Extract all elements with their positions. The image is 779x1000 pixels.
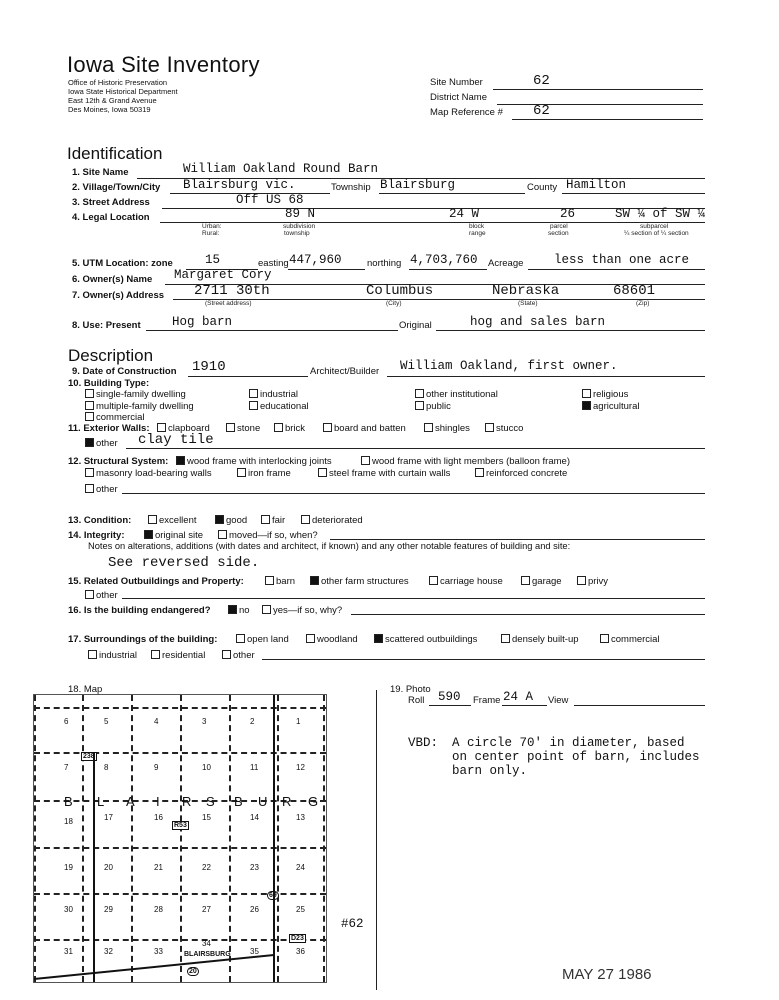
- county-label: County: [527, 182, 558, 193]
- endangered-no-option[interactable]: no: [228, 605, 250, 616]
- section-number: 6: [64, 717, 69, 726]
- town-letter: I: [156, 794, 160, 809]
- map-photo-divider: [376, 690, 377, 990]
- building-type-label: 10. Building Type:: [68, 378, 150, 389]
- office-line: Office of Historic Preservation: [68, 78, 168, 87]
- section-number: 18: [64, 817, 73, 826]
- map-label: 18. Map: [68, 684, 103, 695]
- address-city-caption: (City): [386, 300, 402, 307]
- section-number: 1: [296, 717, 301, 726]
- section-number: 14: [250, 813, 259, 822]
- section-number: 3: [202, 717, 207, 726]
- architect-value: William Oakland, first owner.: [400, 359, 618, 373]
- section-number: 36: [296, 947, 305, 956]
- owner-zip-value: 68601: [613, 283, 656, 299]
- legal-parcel-caption: parcel: [550, 223, 568, 230]
- legal-township-value: 89 N: [285, 207, 316, 221]
- notes-value: See reversed side.: [108, 555, 260, 571]
- outbuilding-other-option[interactable]: other: [85, 590, 118, 601]
- surroundings-option[interactable]: commercial: [600, 634, 660, 645]
- date-construction-value: 1910: [192, 359, 226, 375]
- building-type-option[interactable]: agricultural: [582, 401, 639, 412]
- highway-lines: [34, 695, 326, 982]
- form-title: Iowa Site Inventory: [67, 52, 260, 77]
- use-original-value: hog and sales barn: [470, 315, 606, 329]
- surroundings-option[interactable]: open land: [236, 634, 289, 645]
- outbuilding-option[interactable]: garage: [521, 576, 562, 587]
- exterior-wall-option[interactable]: stone: [226, 423, 260, 434]
- county-value: Hamilton: [566, 178, 627, 192]
- section-number: 24: [296, 863, 305, 872]
- easting-label: easting: [258, 258, 289, 269]
- section-number: 13: [296, 813, 305, 822]
- building-type-option[interactable]: public: [415, 401, 451, 412]
- town-letter: B: [234, 794, 243, 809]
- building-type-option[interactable]: commercial: [85, 412, 145, 423]
- legal-range-caption: range: [469, 230, 486, 237]
- integrity-moved-option[interactable]: moved—if so, when?: [218, 530, 318, 541]
- section-number: 21: [154, 863, 163, 872]
- site-name-label: 1. Site Name: [72, 167, 129, 178]
- structural-option[interactable]: reinforced concrete: [475, 468, 567, 479]
- outbuilding-option[interactable]: privy: [577, 576, 608, 587]
- town-letter: U: [258, 794, 268, 809]
- legal-range-value: 24 W: [449, 207, 480, 221]
- northing-value: 4,703,760: [410, 253, 478, 267]
- date-construction-label: 9. Date of Construction: [72, 366, 177, 377]
- address-state-caption: (State): [518, 300, 538, 307]
- legal-block-caption: block: [469, 223, 485, 230]
- legal-urban-caption: Urban:: [202, 223, 222, 230]
- building-type-option[interactable]: religious: [582, 389, 628, 400]
- owner-name-label: 6. Owner(s) Name: [72, 274, 153, 285]
- legal-location-label: 4. Legal Location: [72, 212, 150, 223]
- office-line: East 12th & Grand Avenue: [68, 96, 157, 105]
- town-letter: B: [64, 794, 73, 809]
- township-value: Blairsburg: [380, 178, 456, 192]
- exterior-other-option[interactable]: other: [85, 438, 118, 449]
- section-number: 33: [154, 947, 163, 956]
- easting-value: 447,960: [289, 253, 342, 267]
- section-number: 23: [250, 863, 259, 872]
- section-number: 27: [202, 905, 211, 914]
- address-zip-caption: (Zip): [636, 300, 650, 307]
- exterior-wall-option[interactable]: shingles: [424, 423, 470, 434]
- photo-frame-value: 24 A: [503, 690, 534, 704]
- vbd-line: on center point of barn, includes: [452, 750, 700, 764]
- owner-state-value: Nebraska: [492, 283, 560, 299]
- use-original-label: Original: [399, 320, 432, 331]
- site-name-value: William Oakland Round Barn: [183, 162, 379, 176]
- town-letter: G: [308, 794, 319, 809]
- exterior-wall-option[interactable]: brick: [274, 423, 305, 434]
- condition-option[interactable]: deteriorated: [301, 515, 363, 526]
- surroundings-option[interactable]: residential: [151, 650, 205, 661]
- photo-roll-label: Roll: [408, 695, 425, 706]
- surroundings-option[interactable]: industrial: [88, 650, 137, 661]
- surroundings-label: 17. Surroundings of the building:: [68, 634, 218, 645]
- integrity-original-option[interactable]: original site: [144, 530, 203, 541]
- street-address-value: Off US 68: [236, 193, 304, 207]
- section-number: 12: [296, 763, 305, 772]
- legal-subparcel-note: ¼ section of ¼ section: [624, 230, 689, 237]
- surroundings-option[interactable]: scattered outbuildings: [374, 634, 477, 645]
- integrity-label: 14. Integrity:: [68, 530, 125, 541]
- site-number-value: 62: [533, 73, 550, 89]
- endangered-yes-option[interactable]: yes—if so, why?: [262, 605, 342, 616]
- structural-option[interactable]: wood frame with interlocking joints: [176, 456, 332, 467]
- street-address-label: 3. Street Address: [72, 197, 150, 208]
- village-label: 2. Village/Town/City: [72, 182, 161, 193]
- site-number-label: Site Number: [430, 77, 483, 88]
- legal-subdivision-caption: subdivision: [283, 223, 316, 230]
- section-number: 16: [154, 813, 163, 822]
- section-number: 30: [64, 905, 73, 914]
- condition-label: 13. Condition:: [68, 515, 132, 526]
- received-date-stamp: MAY 27 1986: [562, 966, 652, 983]
- village-value: Blairsburg vic.: [183, 178, 296, 192]
- utm-zone-value: 15: [205, 253, 221, 267]
- building-type-option[interactable]: educational: [249, 401, 309, 412]
- section-number: 5: [104, 717, 109, 726]
- section-number: 19: [64, 863, 73, 872]
- structural-system-label: 12. Structural System:: [68, 456, 169, 467]
- utm-label: 5. UTM Location: zone: [72, 258, 173, 269]
- exterior-wall-option[interactable]: clapboard: [157, 423, 210, 434]
- site-marker: #62: [341, 917, 364, 931]
- architect-label: Architect/Builder: [310, 366, 380, 377]
- legal-rural-caption: Rural:: [202, 230, 220, 237]
- vbd-label: VBD:: [408, 736, 439, 750]
- section-number: 4: [154, 717, 159, 726]
- district-name-label: District Name: [430, 92, 488, 103]
- condition-option[interactable]: excellent: [148, 515, 197, 526]
- exterior-wall-option[interactable]: stucco: [485, 423, 523, 434]
- section-number: 22: [202, 863, 211, 872]
- condition-option[interactable]: fair: [261, 515, 285, 526]
- section-number: 35: [250, 947, 259, 956]
- section-number: 29: [104, 905, 113, 914]
- outbuilding-option[interactable]: carriage house: [429, 576, 503, 587]
- photo-roll-value: 590: [438, 690, 461, 704]
- owner-city-value: Columbus: [366, 283, 434, 299]
- township-label: Township: [331, 182, 371, 193]
- acreage-value: less than one acre: [554, 253, 690, 267]
- photo-frame-label: Frame: [473, 695, 501, 706]
- legal-subparcel-value: SW ¼ of SW ¼: [615, 207, 706, 221]
- endangered-label: 16. Is the building endangered?: [68, 605, 211, 616]
- office-line: Des Moines, Iowa 50319: [68, 105, 151, 114]
- vbd-line: barn only.: [452, 764, 528, 778]
- section-number: 10: [202, 763, 211, 772]
- section-number: 9: [154, 763, 159, 772]
- identification-heading: Identification: [67, 144, 163, 163]
- map-reference-value: 62: [533, 103, 550, 119]
- outbuilding-option[interactable]: other farm structures: [310, 576, 409, 587]
- section-number: 2: [250, 717, 255, 726]
- owner-street-value: 2711 30th: [194, 283, 270, 299]
- town-letter: S: [206, 794, 215, 809]
- section-number: 32: [104, 947, 113, 956]
- location-map: [33, 694, 327, 983]
- town-label: BLAIRSBURG: [184, 951, 231, 958]
- acreage-label: Acreage: [488, 258, 524, 269]
- owner-address-label: 7. Owner(s) Address: [72, 290, 165, 301]
- structural-other-option[interactable]: other: [85, 484, 118, 495]
- section-number: 17: [104, 813, 113, 822]
- section-number: 7: [64, 763, 69, 772]
- town-letter: R: [182, 794, 192, 809]
- exterior-other-value: clay tile: [138, 432, 214, 448]
- structural-option[interactable]: masonry load-bearing walls: [85, 468, 212, 479]
- vbd-line: A circle 70' in diameter, based: [452, 736, 685, 750]
- use-present-value: Hog barn: [172, 315, 233, 329]
- town-letter: L: [97, 794, 105, 809]
- legal-township-caption: township: [284, 230, 310, 237]
- legal-section-caption: section: [548, 230, 569, 237]
- structural-option[interactable]: steel frame with curtain walls: [318, 468, 450, 479]
- description-heading: Description: [68, 346, 154, 365]
- town-letter: A: [126, 794, 135, 809]
- office-line: Iowa State Historical Department: [68, 87, 178, 96]
- outbuildings-label: 15. Related Outbuildings and Property:: [68, 576, 244, 587]
- section-number: 11: [250, 763, 259, 772]
- notes-label: Notes on alterations, additions (with dates and architect, if known) and any other notable features of building and site:: [88, 541, 571, 551]
- highway-shield: R53: [174, 822, 187, 829]
- section-number: 31: [64, 947, 73, 956]
- section-number: 20: [104, 863, 113, 872]
- structural-option[interactable]: iron frame: [237, 468, 291, 479]
- section-number: 8: [104, 763, 109, 772]
- exterior-walls-label: 11. Exterior Walls:: [68, 423, 150, 434]
- section-number: 25: [296, 905, 305, 914]
- use-present-label: 8. Use: Present: [72, 320, 141, 331]
- section-number: 34: [202, 939, 211, 948]
- structural-option[interactable]: wood frame with light members (balloon frame): [361, 456, 570, 467]
- surroundings-option[interactable]: woodland: [306, 634, 358, 645]
- town-letter: R: [282, 794, 292, 809]
- legal-section-value: 26: [560, 207, 576, 221]
- building-type-option[interactable]: multiple-family dwelling: [85, 401, 194, 412]
- section-number: 26: [250, 905, 259, 914]
- exterior-wall-option[interactable]: board and batten: [323, 423, 406, 434]
- highway-shield: 20: [189, 968, 197, 975]
- northing-label: northing: [367, 258, 402, 269]
- owner-name-value: Margaret Cory: [174, 268, 272, 282]
- building-type-option[interactable]: single-family dwelling: [85, 389, 186, 400]
- building-type-option[interactable]: other institutional: [415, 389, 498, 400]
- legal-subparcel-caption: subparcel: [640, 223, 669, 230]
- photo-view-label: View: [548, 695, 569, 706]
- highway-shield: D23: [291, 935, 304, 942]
- building-type-option[interactable]: industrial: [249, 389, 298, 400]
- highway-shield: 69: [269, 892, 277, 899]
- section-number: 15: [202, 813, 211, 822]
- condition-option[interactable]: good: [215, 515, 247, 526]
- surroundings-option[interactable]: densely built-up: [501, 634, 579, 645]
- highway-shield: 238: [83, 753, 95, 760]
- map-reference-label: Map Reference #: [430, 107, 503, 118]
- outbuilding-option[interactable]: barn: [265, 576, 295, 587]
- surroundings-option[interactable]: other: [222, 650, 255, 661]
- photo-label: 19. Photo: [390, 684, 431, 695]
- section-number: 28: [154, 905, 163, 914]
- address-street-caption: (Street address): [205, 300, 252, 307]
